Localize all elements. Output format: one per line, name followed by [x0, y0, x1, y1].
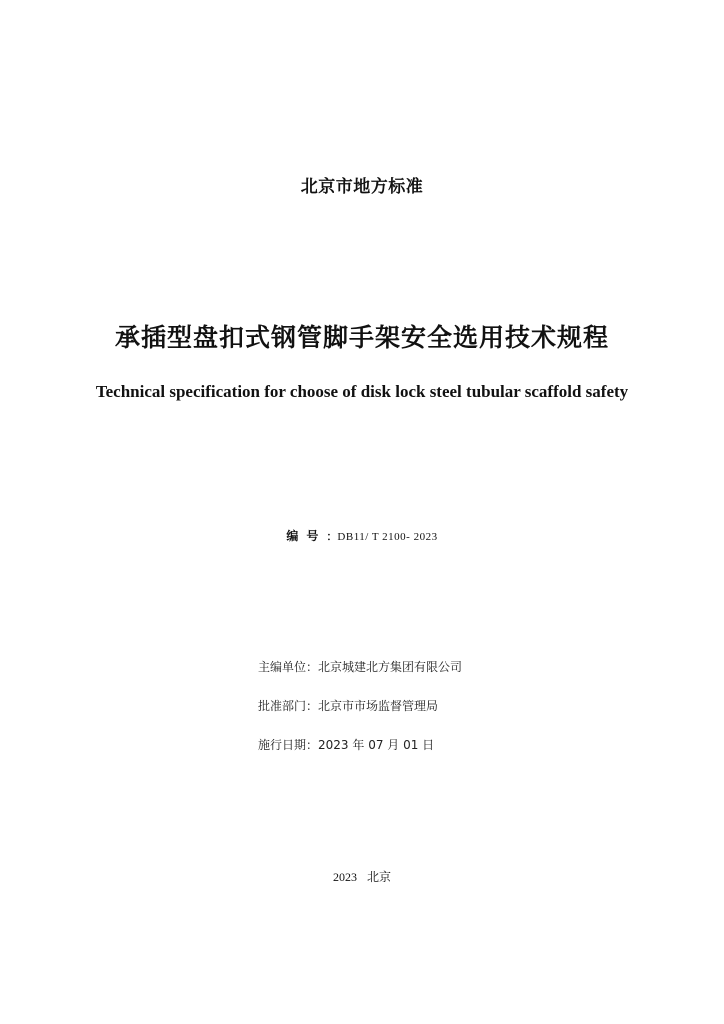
standard-type-heading: 北京市地方标准: [300, 177, 424, 197]
info-colon: ：: [306, 738, 319, 752]
footer-year-city: [0, 868, 724, 885]
info-row-approving-authority: [258, 697, 462, 736]
info-value: 北京城建北方集团有限公司: [318, 660, 463, 674]
info-colon: ：: [306, 660, 319, 674]
info-label: 批准部门: [258, 699, 307, 713]
standard-code-value: DB11/ T 2100- 2023: [337, 531, 438, 543]
info-label: 主编单位: [258, 660, 307, 674]
info-row-effective-date: [258, 736, 462, 775]
info-row-chief-editor: [258, 658, 462, 697]
footer-city: 北京: [366, 870, 391, 884]
info-colon: ：: [306, 699, 319, 713]
info-label: 施行日期: [258, 738, 307, 752]
standard-code-line: [0, 527, 724, 544]
info-value: 北京市市场监督管理局: [318, 699, 439, 713]
footer-year: 2023: [332, 870, 357, 884]
publication-info-block: [258, 658, 462, 775]
document-title-english: Technical specification for choose of disk lock steel tubular scaffold safety: [95, 382, 629, 401]
standard-code-colon: ：: [326, 530, 338, 543]
document-title-chinese: 承插型盘扣式钢管脚手架安全选用技术规程: [114, 323, 609, 352]
standard-code-label: 编号: [286, 529, 327, 543]
info-value: 2023 年 07 月 01 日: [318, 738, 435, 752]
